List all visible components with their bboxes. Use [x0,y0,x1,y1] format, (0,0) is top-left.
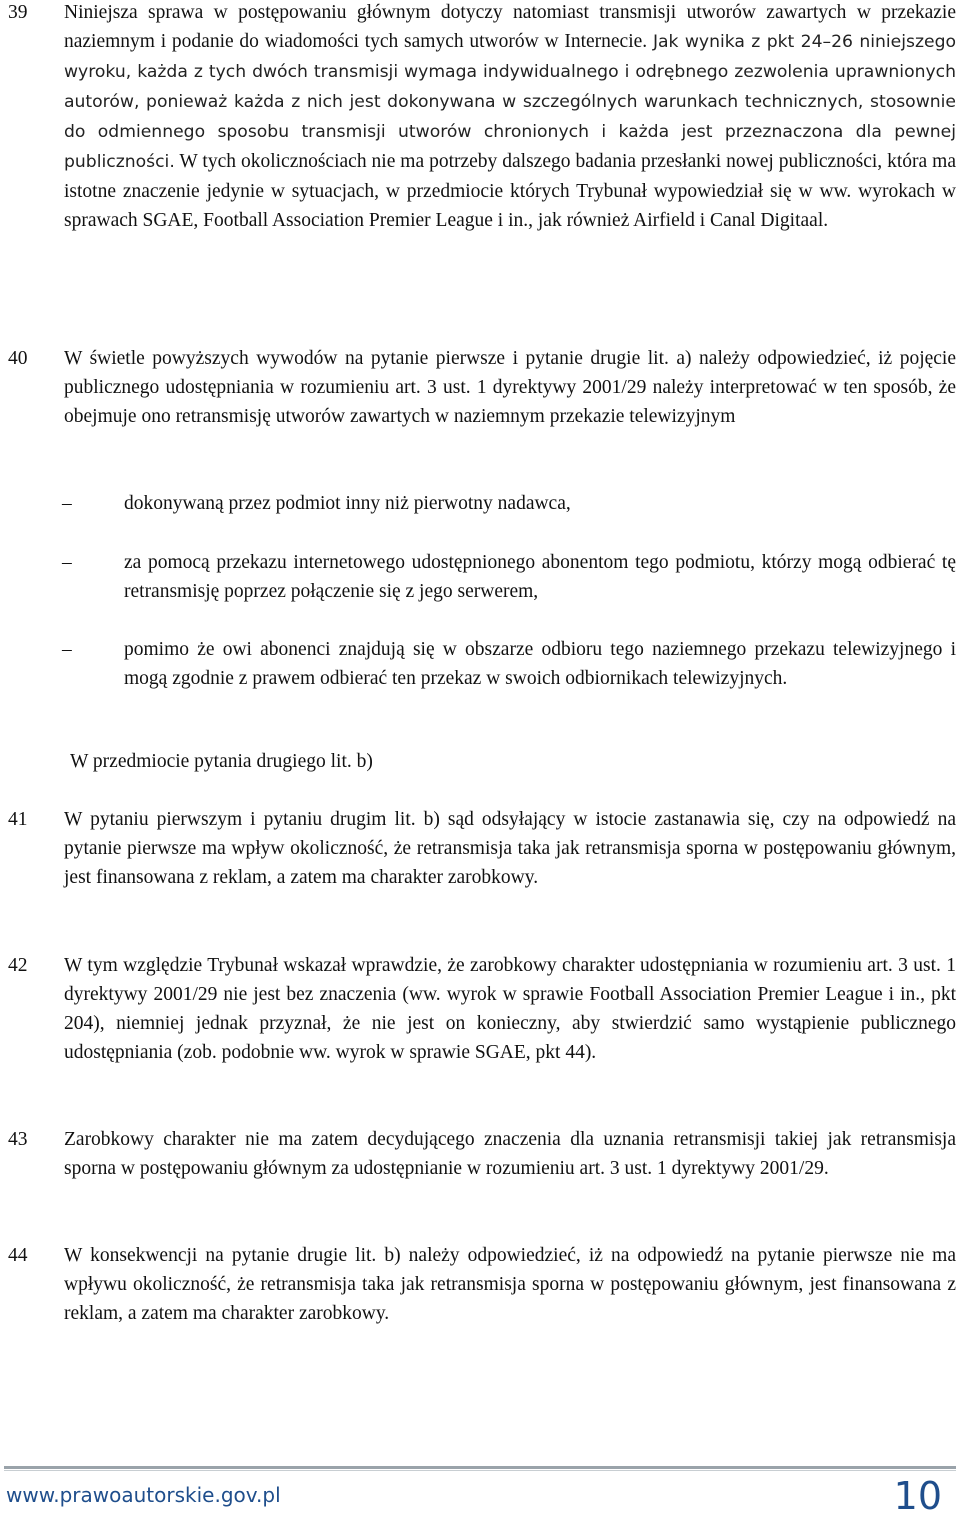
dash-item-text: dokonywaną przez podmiot inny niż pierwotny nadawca, [124,493,571,514]
paragraph-42 [8,951,956,1067]
paragraph-43 [8,1125,956,1183]
paragraph-text: W tym względzie Trybunał wskazał wprawdzie, że zarobkowy charakter udostępniania w rozumieniu art. 3 ust. 1 dyrektywy 2001/29 nie jest bez znaczenia (ww. wyrok w sprawie Football Association Premier League i in., pkt 204), niemniej jednak przyznał, że nie jest on konieczny, aby stwierdzić samo wystąpienie publicznego udostępniania (zob. podobnie ww. wyrok w sprawie SGAE, pkt 44). [64,955,956,1063]
paragraph-44 [8,1241,956,1328]
paragraph-text: W pytaniu pierwszym i pytaniu drugim lit. b) sąd odsyłający w istocie zastanawia się, czy na odpowiedź na pytanie pierwsze ma wpływ okoliczność, że retransmisja taka jak retransmisja sporna w postępowaniu głównym, jest finansowana z reklam, a zatem ma charakter zarobkowy. [64,809,956,888]
paragraph-text-part-2: Jak wynika z pkt 24–26 niniejszego wyroku, każda z tych dwóch transmisji wymaga indywidualnego i odrębnego zezwolenia uprawnionych autorów, ponieważ każda z nich jest dokonywana w szczególnych warunkach technicznych, stosownie do odmiennego sposobu transmisji utworów chronionych i każda jest przeznaczona dla pewnej publiczności. [64,32,957,172]
paragraph-text: W konsekwencji na pytanie drugie lit. b) należy odpowiedzieć, iż na odpowiedź na pytanie pierwsze nie ma wpływu okoliczność, że retransmisja taka jak retransmisja sporna w postępowaniu głównym, jest finansowana z reklam, a zatem ma charakter zarobkowy. [64,1245,956,1324]
paragraph-text: Zarobkowy charakter nie ma zatem decydującego znaczenia dla uznania retransmisji takiej jak retransmisja sporna w postępowaniu głównym za udostępnianie w rozumieniu art. 3 ust. 1 dyrektywy 2001/29. [64,1129,956,1179]
paragraph-number: 43 [8,1129,28,1150]
paragraph-40 [8,344,956,431]
paragraph-text [64,0,956,235]
footer-divider [4,1466,956,1469]
paragraph-number: 40 [8,348,28,369]
paragraph-number: 42 [8,955,28,976]
paragraph-number: 41 [8,809,28,830]
dash-list-item [62,548,956,606]
paragraph-text-part-1: Niniejsza sprawa w postępowaniu głównym dotyczy natomiast transmisji utworów zawartych w przekazie naziemnym i podanie do wiadomości tych samych utworów w Internecie. [64,2,956,52]
dash-bullet: – [62,639,72,660]
dash-bullet: – [62,552,72,573]
paragraph-number: 44 [8,1245,28,1266]
footer-website-link[interactable]: www.prawoautorskie.gov.pl [6,1483,281,1507]
dash-list-item [62,635,956,693]
paragraph-text-part-3: W tych okolicznościach nie ma potrzeby dalszego badania przesłanki nowej publiczności, która ma istotne znaczenie jedynie w sytuacjach, w przedmiocie których Trybunał wypowiedział się w ww. wyrokach w sprawach SGAE, Football Association Premier League i in., jak również Airfield i Canal Digitaal. [64,151,956,231]
dash-item-text: za pomocą przekazu internetowego udostępnionego abonentom tego podmiotu, którzy mogą odbierać tę retransmisję poprzez połączenie się z jego serwerem, [124,552,956,602]
paragraph-number: 39 [8,2,28,23]
paragraph-text: W świetle powyższych wywodów na pytanie pierwsze i pytanie drugie lit. a) należy odpowiedzieć, iż pojęcie publicznego udostępniania w rozumieniu art. 3 ust. 1 dyrektywy 2001/29 należy interpretować w ten sposób, że obejmuje ono retransmisję utworów zawartych w naziemnym przekazie telewizyjnym [64,348,956,427]
footer-divider-thin [4,1470,956,1471]
dash-bullet: – [62,493,72,514]
dash-item-text: pomimo że owi abonenci znajdują się w obszarze odbioru tego naziemnego przekazu telewizyjnego i mogą zgodnie z prawem odbierać ten przekaz w swoich odbiornikach telewizyjnych. [124,639,956,689]
section-subheading: W przedmiocie pytania drugiego lit. b) [70,751,373,772]
paragraph-41 [8,805,956,892]
paragraph-39 [8,0,956,235]
dash-list-item [62,489,956,518]
page-number: 10 [893,1474,942,1518]
